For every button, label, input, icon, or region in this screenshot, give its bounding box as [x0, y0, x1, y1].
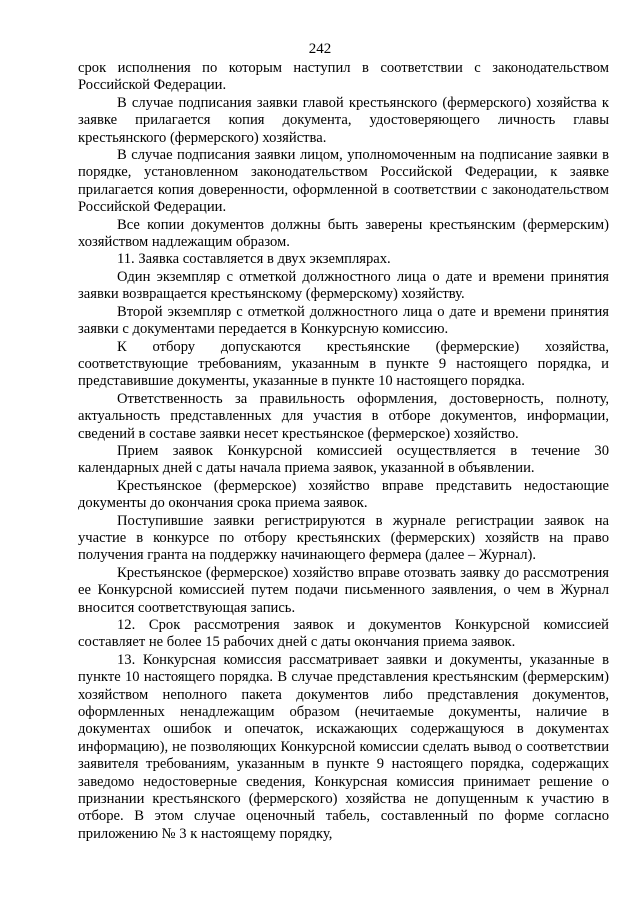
paragraph-copies-certification: Все копии документов должны быть заверены крестьянским (фермерским) хозяйством надлежащим образом.	[78, 216, 609, 251]
page-number: 242	[308, 41, 332, 57]
paragraph-continuation: срок исполнения по которым наступил в соответствии с законодательством Российской Федерации.	[78, 60, 609, 94]
paragraph-responsibility: Ответственность за правильность оформления, достоверность, полноту, актуальность представленных для участия в отборе документов, информации, сведений в составе заявки несет крестьянское (фермерское) хозяйство.	[78, 390, 609, 442]
paragraph-item-12: 12. Срок рассмотрения заявок и документов Конкурсной комиссией составляет не более 15 рабочих дней с даты окончания приема заявок.	[78, 617, 609, 651]
paragraph-reception-period: Прием заявок Конкурсной комиссией осуществляется в течение 30 календарных дней с даты начала приема заявок, указанной в объявлении.	[78, 442, 609, 477]
paragraph-head-signature-copy: В случае подписания заявки главой крестьянского (фермерского) хозяйства к заявке прилагается копия документа, удостоверяющего личность главы крестьянского (фермерского) хозяйства.	[78, 94, 609, 146]
document-body	[78, 60, 609, 843]
paragraph-withdrawal: Крестьянское (фермерское) хозяйство вправе отозвать заявку до рассмотрения ее Конкурсной комиссией путем подачи письменного заявления, о чем в Журнал вносится соответствующая запись.	[78, 564, 609, 616]
paragraph-missing-documents: Крестьянское (фермерское) хозяйство вправе представить недостающие документы до окончания срока приема заявок.	[78, 477, 609, 512]
paragraph-admission-criteria: К отбору допускаются крестьянские (фермерские) хозяйства, соответствующие требованиям, указанным в пункте 9 настоящего порядка, и представившие документы, указанные в пункте 10 настоящего порядка.	[78, 338, 609, 390]
paragraph-item-13: 13. Конкурсная комиссия рассматривает заявки и документы, указанные в пункте 10 настоящего порядка. В случае представления крестьянским (фермерским) хозяйством неполного пакета документов либо представления документов, оформленных ненадлежащим образом (нечитаемые документы, наличие в документах ошибок и опечаток, искажающих содержащуюся в документах информацию), не позволяющих Конкурсной комиссии сделать вывод о соответствии заявителя требованиям, указанным в пункте 9 настоящего порядка, содержащих заведомо недостоверные сведения, Конкурсная комиссия принимает решение о признании крестьянского (фермерского) хозяйства не допущенным к участию в отборе. В этом случае оценочный табель, составленный по форме согласно приложению № 3 к настоящему порядку,	[78, 651, 609, 842]
paragraph-second-copy: Второй экземпляр с отметкой должностного лица о дате и времени принятия заявки с документами передается в Конкурсную комиссию.	[78, 303, 609, 338]
paragraph-registration-journal: Поступившие заявки регистрируются в журнале регистрации заявок на участие в конкурсе по отбору крестьянских (фермерских) хозяйств на право получения гранта на поддержку начинающего фермера (далее – Журнал).	[78, 512, 609, 564]
paragraph-item-11: 11. Заявка составляется в двух экземплярах.	[117, 251, 391, 268]
paragraph-first-copy: Один экземпляр с отметкой должностного лица о дате и времени принятия заявки возвращается крестьянскому (фермерскому) хозяйству.	[78, 268, 609, 303]
paragraph-authorized-person-power-of-attorney: В случае подписания заявки лицом, уполномоченным на подписание заявки в порядке, установленном законодательством Российской Федерации, к заявке прилагается копия доверенности, оформленной в соответствии с законодательством Российской Федерации.	[78, 147, 609, 216]
